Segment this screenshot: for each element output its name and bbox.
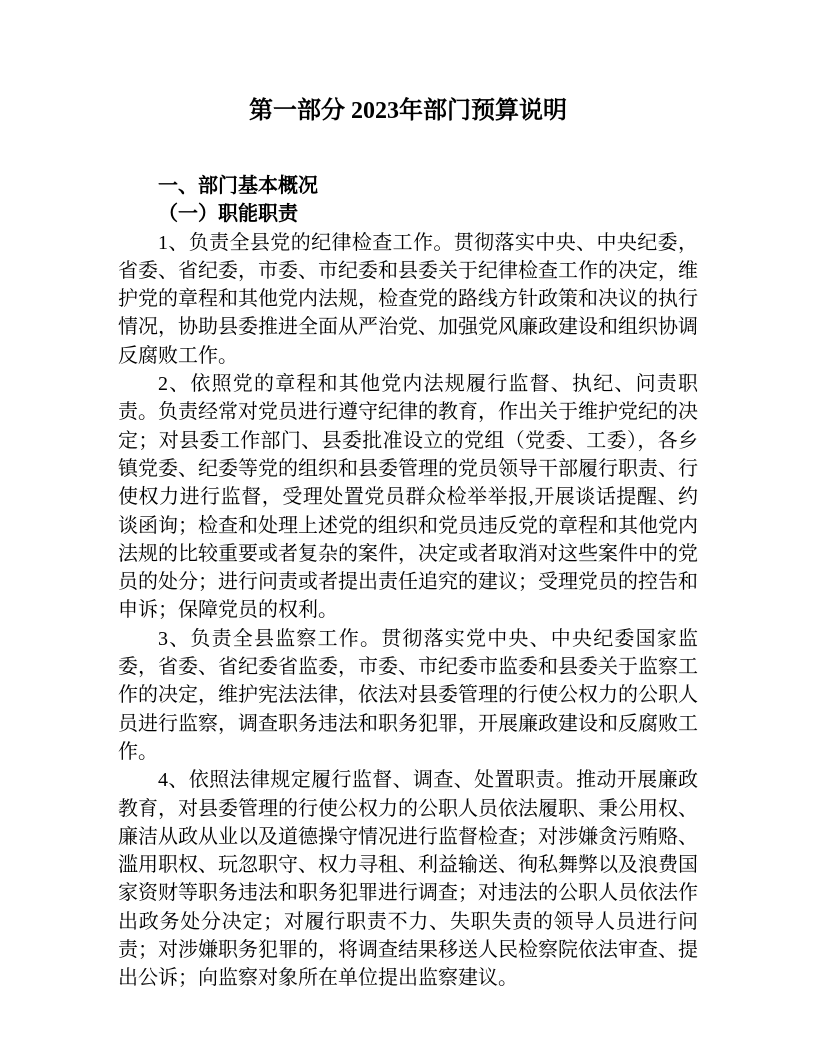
document-title: 第一部分 2023年部门预算说明	[249, 98, 567, 124]
paragraph-duty-3: 3、负责全县监察工作。贯彻落实党中央、中央纪委国家监委，省委、省纪委省监委，市委、市纪委市监委和县委关于监察工作的决定，维护宪法法律，依法对县委管理的行使公权力的公职人员进行监察，调查职务违法和职务犯罪，开展廉政建设和反腐败工作。	[118, 627, 698, 763]
paragraph-duty-4: 4、依照法律规定履行监督、调查、处置职责。推动开展廉政教育，对县委管理的行使公权力的公职人员依法履职、秉公用权、廉洁从政从业以及道德操守情况进行监督检查；对涉嫌贪污贿赂、滥用职权、玩忽职守、权力寻租、利益输送、徇私舞弊以及浪费国家资财等职务违法和职务犯罪进行调查；对违法的公职人员依法作出政务处分决定；对履行职责不力、失职失责的领导人员进行问责；对涉嫌职务犯罪的，将调查结果移送人民检察院依法审查、提出公诉；向监察对象所在单位提出监察建议。	[118, 769, 698, 990]
subsection-heading-functions-duties: （一）职能职责	[158, 203, 298, 226]
paragraph-duty-2: 2、依照党的章程和其他党内法规履行监督、执纪、问责职责。负责经常对党员进行遵守纪律的教育，作出关于维护党纪的决定；对县委工作部门、县委批准设立的党组（党委、工委），各乡镇党委、纪委等党的组织和县委管理的党员领导干部履行职责、行使权力进行监督，受理处置党员群众检举举报,开展谈话提醒、约谈函询；检查和处理上述党的组织和党员违反党的章程和其他党内法规的比较重要或者复杂的案件，决定或者取消对这些案件中的党员的处分；进行问责或者提出责任追究的建议；受理党员的控告和申诉；保障党员的权利。	[118, 373, 698, 622]
paragraph-duty-1: 1、负责全县党的纪律检查工作。贯彻落实中央、中央纪委，省委、省纪委，市委、市纪委和县委关于纪律检查工作的决定，维护党的章程和其他党内法规，检查党的路线方针政策和决议的执行情况，协助县委推进全面从严治党、加强党风廉政建设和组织协调反腐败工作。	[118, 231, 698, 367]
section-heading-basic-overview: 一、部门基本概况	[158, 175, 318, 197]
